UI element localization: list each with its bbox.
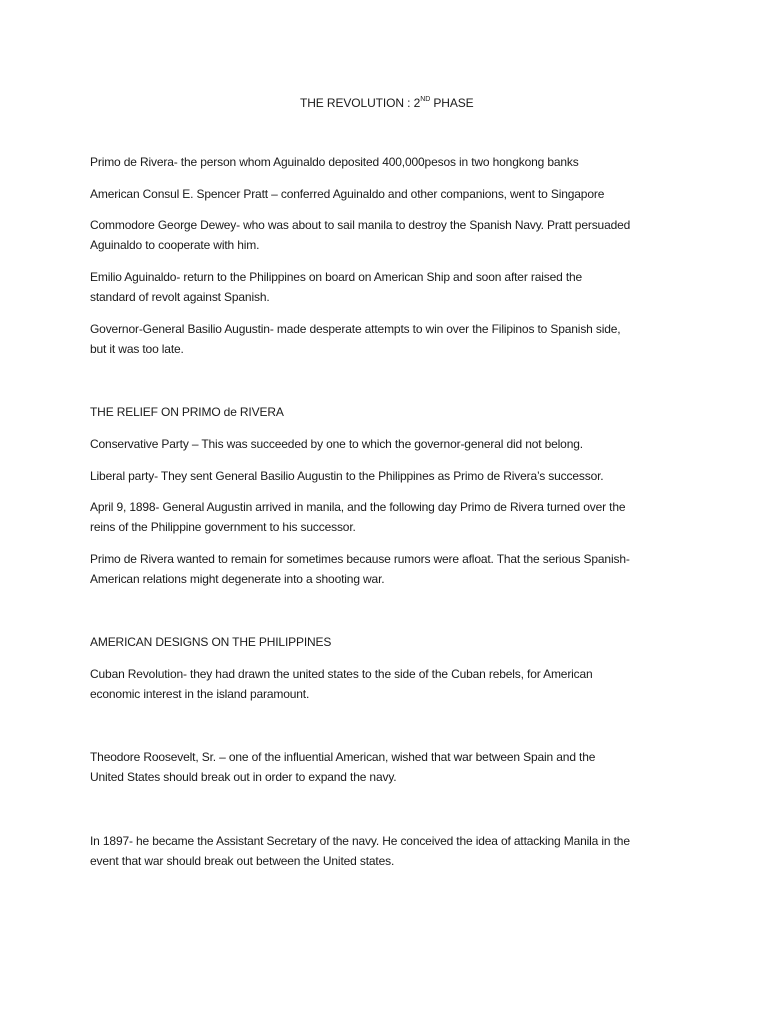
title-text-end: PHASE (430, 96, 474, 110)
document-title (300, 92, 474, 112)
paragraph-line: Theodore Roosevelt, Sr. – one of the influential American, wished that war between Spain and the (90, 750, 596, 764)
paragraph-line: Cuban Revolution- they had drawn the united states to the side of the Cuban rebels, for American (90, 667, 593, 681)
paragraph-line: Liberal party- They sent General Basilio Augustin to the Philippines as Primo de Rivera’s successor. (90, 469, 604, 483)
paragraph-line: In 1897- he became the Assistant Secretary of the navy. He conceived the idea of attacking Manila in the (90, 834, 630, 848)
paragraph-line: Governor-General Basilio Augustin- made desperate attempts to win over the Filipinos to Spanish side, (90, 322, 621, 336)
title-text: THE REVOLUTION : 2 (300, 96, 421, 110)
paragraph-line: reins of the Philippine government to his successor. (90, 520, 356, 534)
paragraph-line: economic interest in the island paramount. (90, 687, 310, 701)
paragraph-line: April 9, 1898- General Augustin arrived in manila, and the following day Primo de Rivera turned over the (90, 500, 626, 514)
title-superscript: ND (420, 96, 431, 103)
paragraph-line: Emilio Aguinaldo- return to the Philippines on board on American Ship and soon after raised the (90, 270, 583, 284)
paragraph-line: Primo de Rivera- the person whom Aguinaldo deposited 400,000pesos in two hongkong banks (90, 155, 579, 169)
paragraph-line: standard of revolt against Spanish. (90, 290, 270, 304)
section-heading: AMERICAN DESIGNS ON THE PHILIPPINES (90, 635, 332, 649)
paragraph-line: United States should break out in order to expand the navy. (90, 770, 397, 784)
section-heading: THE RELIEF ON PRIMO de RIVERA (90, 405, 284, 419)
paragraph-line: American Consul E. Spencer Pratt – conferred Aguinaldo and other companions, went to Singapore (90, 187, 605, 201)
paragraph-line: Conservative Party – This was succeeded by one to which the governor-general did not belong. (90, 437, 583, 451)
paragraph-line: but it was too late. (90, 342, 184, 356)
paragraph-line: Primo de Rivera wanted to remain for sometimes because rumors were afloat. That the serious Spanish- (90, 552, 630, 566)
paragraph-line: event that war should break out between the United states. (90, 854, 395, 868)
paragraph-line: Aguinaldo to cooperate with him. (90, 238, 260, 252)
paragraph-line: Commodore George Dewey- who was about to sail manila to destroy the Spanish Navy. Pratt persuaded (90, 218, 631, 232)
paragraph-line: American relations might degenerate into a shooting war. (90, 572, 385, 586)
